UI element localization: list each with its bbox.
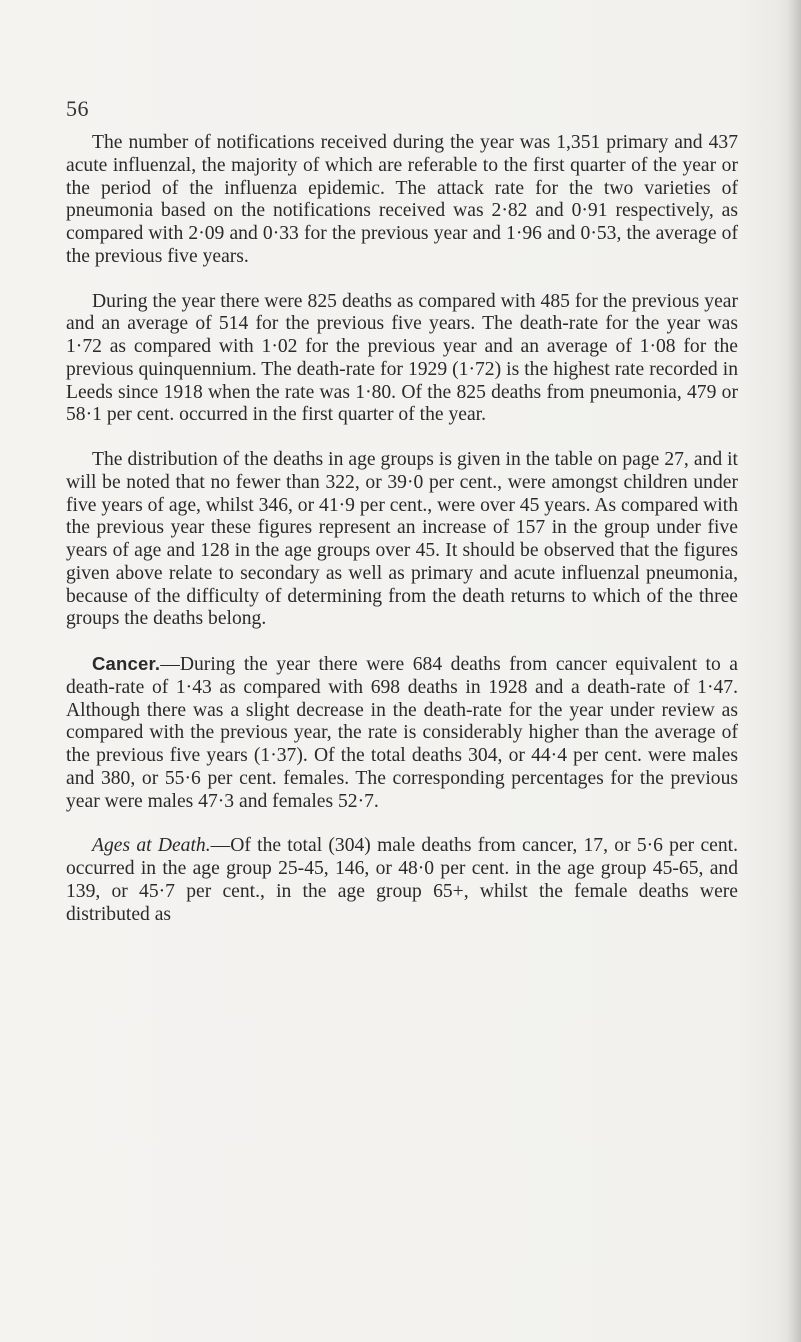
paragraph-gap: [66, 427, 738, 449]
paragraph-text: The number of notifications received during the year was 1,351 primary and 437 acute influenzal, the majority of which are referable to the first quarter of the year or the period of the influenza epidemic. The attack rate for the two varieties of pneumonia based on the notifications received was 2·82 and 0·91 respectively, as compared with 2·09 and 0·33 for the previous year and 1·96 and 0·53, the average of the previous five years.: [66, 132, 738, 267]
paragraph-gap: [66, 813, 738, 835]
paragraph-text: The distribution of the deaths in age groups is given in the table on page 27, and it will be noted that no fewer than 322, or 39·0 per cent., were amongst children under five years of age, whilst 346, or 41·9 per cent., were over 45 years. As compared with the previous year these figures represent an increase of 157 in the group under five years of age and 128 in the age groups over 45. It should be observed that the figures given above relate to secondary as well as primary and acute influenzal pneumonia, because of the difficulty of determining from the death returns to which of the three groups the deaths belong.: [66, 449, 738, 630]
paragraph-deaths: [66, 291, 738, 428]
section-heading-cancer: Cancer.: [92, 653, 161, 674]
paragraph-text: During the year there were 825 deaths as compared with 485 for the previous year and an average of 514 for the previous five years. The death-rate for the year was 1·72 as compared with 1·02 for the previous year and an average of 1·08 for the previous quinquennium. The death-rate for 1929 (1·72) is the highest rate recorded in Leeds since 1918 when the rate was 1·80. Of the 825 deaths from pneumonia, 479 or 58·1 per cent. occurred in the first quarter of the year.: [66, 290, 738, 426]
paragraph-cancer: [66, 653, 738, 813]
paragraph-gap: [66, 269, 738, 291]
paragraph-gap: [66, 631, 738, 653]
paragraph-ages-at-death: [66, 835, 738, 926]
section-heading-ages-at-death: Ages at Death.: [92, 835, 211, 857]
body-text: [66, 132, 738, 926]
page-number: 56: [66, 96, 89, 121]
paragraph-text: —Of the total (304) male deaths from cancer, 17, or 5·6 per cent. occurred in the age group 25-45, 146, or 48·0 per cent. in the age group 45-65, and 139, or 45·7 per cent., in the age group 65+, whilst the female deaths were distributed as: [66, 835, 738, 925]
paragraph-notifications: [66, 132, 738, 269]
paragraph-text: —During the year there were 684 deaths from cancer equivalent to a death-rate of 1·43 as compared with 698 deaths in 1928 and a death-rate of 1·47. Although there was a slight decrease in the death-rate for the year under review as compared with the previous year, the rate is considerably higher than the average of the previous five years (1·37). Of the total deaths 304, or 44·4 per cent. were males and 380, or 55·6 per cent. females. The corresponding percentages for the previous year were males 47·3 and females 52·7.: [66, 654, 738, 812]
paragraph-age-distribution: [66, 449, 738, 631]
page-edge-shadow: [787, 0, 801, 1342]
